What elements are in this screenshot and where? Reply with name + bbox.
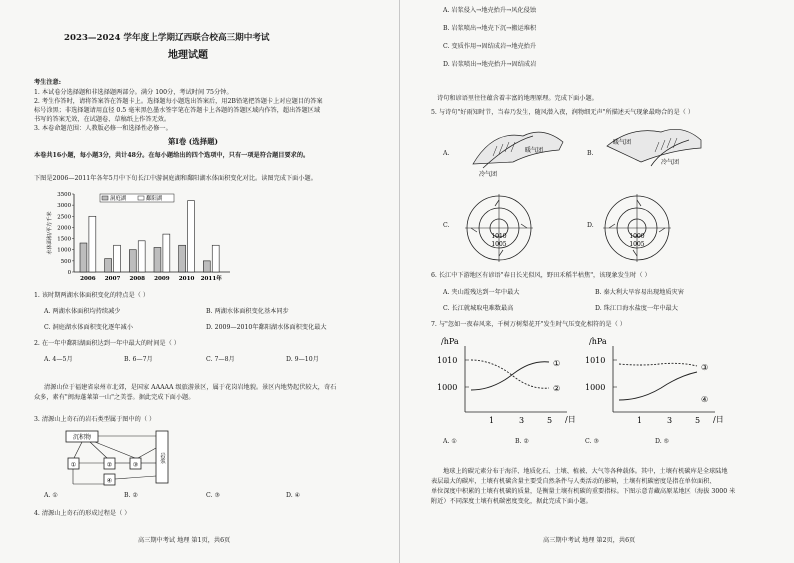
q5-front-diagram-b [601, 122, 711, 178]
passage2-line-2: 众多，素有"闽海蓬莱第一山"之美誉。据此完成下面小题。 [34, 394, 195, 401]
q7-right-y1000: 1000 [585, 383, 606, 392]
q4-option-a[interactable]: A. 岩浆侵入→地壳抬升→风化侵蚀 [443, 7, 537, 14]
y-tick-label: 3500 [57, 192, 71, 198]
q5-b-warm-label: 暖气团 [613, 139, 632, 146]
bar-洞庭湖-2010 [179, 245, 186, 272]
q5-pressure-diagram-d [601, 192, 673, 264]
y-tick-label: 500 [60, 258, 71, 265]
rock-label-2: ② [106, 461, 113, 469]
q6-option-a[interactable]: A. 夹山霞残达到一年中最大 [443, 289, 520, 296]
legend-label-洞庭湖: 洞庭湖 [110, 196, 127, 202]
q5-a-cold-label: 冷气团 [479, 171, 498, 178]
q7-pressure-chart-right [581, 332, 731, 432]
passage2-line-1: 清源山位于福建省泉州市北郊，是国家 AAAAA 级旅游景区，属于花岗岩地貌。景区内地势起伏较大，奇石 [44, 384, 337, 391]
x-tick-label: 2010 [178, 276, 195, 282]
q7-left-x1: 1 [489, 416, 495, 425]
q7-left-x3: 3 [519, 416, 525, 425]
section-title: 第Ⅰ卷 (选择题) [168, 137, 218, 146]
q3-option-d[interactable]: D. ④ [286, 492, 301, 499]
notice-line-2: 2. 考生作答时，请将答案答在答题卡上。选择题每小题选出答案后，用2B铅笔把答题卡上对应题目的答案 [34, 98, 323, 105]
q6-option-d[interactable]: D. 珠江口海水盐度一年中最大 [595, 305, 678, 312]
q5-d-isobar-inner: 1000 [629, 233, 645, 240]
q2-option-d[interactable]: D. 9—10月 [286, 356, 319, 363]
q4-option-d[interactable]: D. 岩浆喷出→地壳抬升→固结成岩 [443, 61, 537, 68]
q7-pressure-chart-left [433, 332, 583, 432]
y-tick-label: 2000 [57, 225, 71, 232]
bar-洞庭湖-2009 [154, 247, 161, 272]
q4-option-c[interactable]: C. 变质作用→固结成岩→地壳抬升 [443, 43, 537, 50]
q7-curve-1-label: ① [553, 359, 561, 368]
bar-洞庭湖-2011年 [203, 261, 210, 272]
q7-right-x3: 3 [667, 416, 673, 425]
passage3: 诗句和谚语里往往蕴含着丰富的地理原理。完成下面小题。 [437, 95, 598, 102]
legend-swatch-鄱阳湖 [138, 196, 144, 200]
q7-curve-4-label: ④ [701, 395, 709, 404]
bar-鄱阳湖-2010 [188, 201, 195, 272]
q7-right-x5: 5 [695, 416, 701, 425]
q5-pressure-diagram-c [463, 192, 535, 264]
q7-curve-2-label: ② [553, 384, 561, 393]
y-axis-label: 水体面积/平方千米 [47, 211, 53, 255]
q7-left-x5: 5 [547, 416, 553, 425]
q5-c-isobar-inner: 1010 [491, 233, 507, 240]
q1-option-c[interactable]: C. 洞庭湖水体面积变化逐年减小 [44, 324, 133, 331]
q5-label-b[interactable]: B. [587, 150, 594, 157]
rock-label-3: ③ [132, 461, 139, 469]
y-tick-label: 0 [67, 270, 71, 276]
q7-left-unit: /hPa [441, 337, 459, 346]
passage4-line-4: 附近）不同深度土壤有机碳密度变化，据此完成下面小题。 [431, 498, 592, 505]
footer-left: 高三期中考试 地理 第1页，共6页 [138, 537, 231, 544]
rock-label-1: ① [70, 461, 77, 469]
q7-curve-3-label: ③ [701, 363, 709, 372]
q1-option-a[interactable]: A. 两湖水体面积均持续减少 [44, 308, 121, 315]
bar-鄱阳湖-2011年 [212, 245, 219, 272]
q5-d-isobar-outer: 1005 [629, 241, 645, 248]
sediment-label: 沉积物 [72, 434, 92, 441]
bar-鄱阳湖-2009 [163, 234, 170, 272]
exam-title: 2023—2024 学年度上学期辽西联合校高三期中考试 [64, 33, 270, 43]
q5-front-diagram-a [463, 122, 573, 178]
q7-right-unit: /hPa [589, 337, 607, 346]
magma-label: 岩浆 [159, 452, 165, 464]
y-tick-label: 1000 [57, 247, 71, 254]
q7-option-c[interactable]: C. ③ [585, 438, 599, 445]
chart-intro: 下图是2006—2011年各年5月中下旬长江中游洞庭湖和鄱阳湖水体面积变化对比。读图完成下面小题。 [34, 175, 317, 182]
q3-option-c[interactable]: C. ③ [206, 492, 220, 499]
notice-line-5: 3. 本卷命题范围：人教版必修一和选择性必修一。 [34, 125, 172, 132]
footer-right: 高三期中考试 地理 第2页，共6页 [543, 537, 636, 544]
y-tick-label: 2500 [57, 214, 71, 221]
notice-line-1: 1. 本试卷分选择题和非选择题两部分。满分 100分，考试时间 75分钟。 [34, 89, 233, 96]
section-intro: 本卷共16小题，每小题3分，共计48分。在每小题给出的四个选项中，只有一项是符合题目要求的。 [34, 152, 310, 159]
legend-label-鄱阳湖: 鄱阳湖 [146, 196, 163, 202]
lake-area-bar-chart [44, 188, 244, 284]
q7-left-y1000: 1000 [437, 383, 458, 392]
q1-stem: 1. 该时期两湖水体面积变化的特点是（ ） [34, 292, 150, 299]
q5-c-isobar-outer: 1005 [491, 241, 507, 248]
q6-option-b[interactable]: B. 秦大利大旱容易出现地质灾害 [595, 289, 684, 296]
passage4-line-1: 地球上的碳元素分布于海洋、地质化石、土壤、植被、大气等各种载体。其中，土壤有机碳库是全球陆地 [443, 468, 728, 475]
q5-a-warm-label: 暖气团 [525, 147, 544, 154]
q2-option-b[interactable]: B. 6—7月 [124, 356, 153, 363]
q1-option-d[interactable]: D. 2009—2010年鄱阳湖水体面积变化最大 [206, 324, 327, 331]
y-tick-label: 3000 [57, 203, 71, 210]
q5-label-c[interactable]: C. [443, 222, 450, 229]
bar-洞庭湖-2008 [129, 250, 136, 272]
x-tick-label: 2008 [129, 276, 146, 282]
q6-stem: 6. 长江中下游地区有谚语"春日长光似风，野田禾稻半枯焦"，该现象发生时（ ） [431, 272, 651, 279]
y-tick-label: 1500 [57, 236, 71, 243]
bar-鄱阳湖-2006 [89, 216, 96, 272]
q7-right-y1010: 1010 [585, 356, 606, 365]
legend-swatch-洞庭湖 [102, 196, 108, 200]
q7-option-d[interactable]: D. ⑤ [655, 438, 670, 445]
rock-label-4: ④ [106, 477, 113, 485]
x-tick-label: 2006 [80, 276, 96, 282]
notice-line-4: 书写的答案无效，在试题卷、草稿纸上作答无效。 [34, 116, 171, 123]
column-divider [399, 0, 400, 563]
q4-stem: 4. 清源山上奇石的形成过程是（ ） [34, 510, 131, 517]
q2-option-a[interactable]: A. 4—5月 [44, 356, 73, 363]
q7-option-b[interactable]: B. ② [515, 438, 530, 445]
q6-option-c[interactable]: C. 长江就城取电难数最高 [443, 305, 514, 312]
q7-option-a[interactable]: A. ① [443, 438, 457, 445]
q1-option-b[interactable]: B. 两湖水体面积变化基本同步 [206, 308, 289, 315]
passage4-line-3: 单位深度中积累的土壤有机碳的质量，是衡量土壤有机碳的重要指标。下图示意青藏高原某地区（海拔 3000 米 [431, 488, 736, 495]
bar-鄱阳湖-2007 [114, 245, 121, 272]
q5-b-cold-label: 冷气团 [661, 159, 680, 166]
passage4-line-2: 表层最大的碳库，土壤有机碳含量主要受自然条件与人类活动的影响，土壤有机碳密度是指在单位面积、 [431, 478, 716, 485]
subject-title: 地理试题 [168, 50, 208, 61]
x-tick-label: 2007 [104, 276, 121, 282]
notice-line-3: 标号涂黑；非选择题请用直径 0.5 毫米黑色墨水签字笔在答题卡上各题的答题区域内作答，超出答题区域 [34, 107, 321, 114]
q7-left-day-label: /日 [565, 415, 576, 424]
q7-right-x1: 1 [637, 416, 643, 425]
q7-stem: 7. 与"忽如一夜春风来，千树万树梨花开"发生时气压变化相符的是（ ） [431, 321, 626, 328]
q7-left-y1010: 1010 [437, 356, 458, 365]
q5-stem: 5. 与诗句"好雨知时节，当春乃发生，随风潜入夜，润物细无声"所描述天气现象最吻合的是（ ） [431, 109, 695, 116]
q5-label-a[interactable]: A. [443, 150, 450, 157]
x-tick-label: 2009 [154, 276, 170, 282]
x-tick-label: 2011年 [200, 276, 222, 282]
q5-label-d[interactable]: D. [587, 222, 594, 229]
bar-洞庭湖-2007 [105, 259, 112, 272]
q4-option-b[interactable]: B. 岩浆喷出→地壳下沉→搬运堆积 [443, 25, 537, 32]
q7-right-day-label: /日 [713, 415, 724, 424]
bar-洞庭湖-2006 [80, 243, 87, 272]
right-column [403, 0, 794, 563]
q3-stem: 3. 清源山上奇石的岩石类型属于图中的（ ） [34, 416, 156, 423]
q3-option-b[interactable]: B. ② [124, 492, 139, 499]
bar-鄱阳湖-2008 [138, 241, 145, 272]
q2-option-c[interactable]: C. 7—8月 [206, 356, 235, 363]
q3-option-a[interactable]: A. ① [44, 492, 58, 499]
rock-cycle-diagram [60, 428, 190, 488]
notice-heading: 考生注意: [34, 79, 62, 86]
q2-stem: 2. 在一年中鄱阳湖面积达到一年中最大的时间是（ ） [34, 340, 180, 347]
